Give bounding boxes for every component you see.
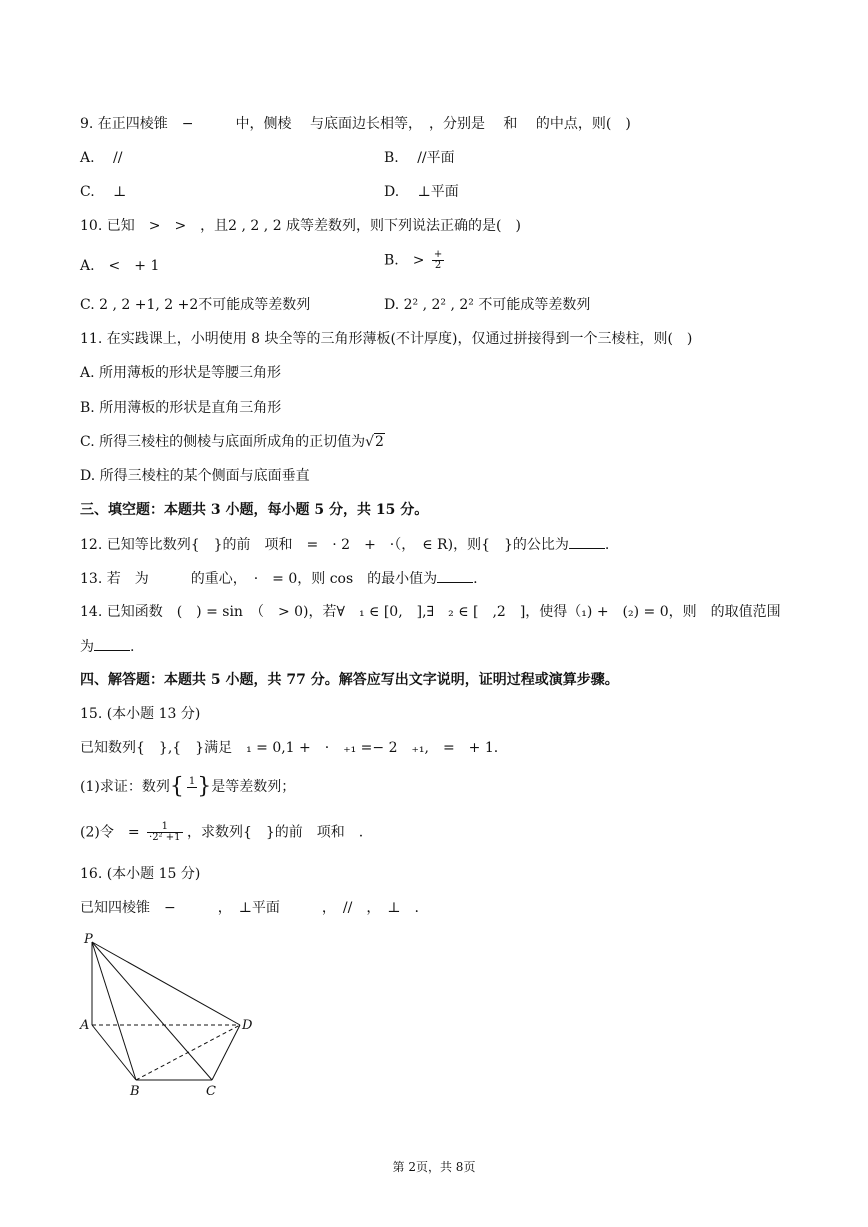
- question-12: [80, 534, 609, 555]
- q9-option-b: B. //平面: [384, 150, 455, 166]
- question-13: [80, 568, 478, 589]
- q10b-fraction: [432, 250, 444, 271]
- question-11: 11. 在实践课上，小明使用 8 块全等的三角形薄板(不计厚度)，仅通过拼接得到一个三棱柱，则( ): [80, 331, 693, 347]
- answer-blank: [569, 534, 605, 549]
- section-4-heading: 四、解答题：本题共 5 小题，共 77 分。解答应写出文字说明，证明过程或演算步骤。: [80, 672, 619, 688]
- q9-option-d: D. ⊥平面: [384, 184, 459, 200]
- q15b-suffix: 是等差数列；: [211, 779, 296, 795]
- q10-option-a: A. < + 1: [80, 258, 160, 274]
- q11c-text: C. 所得三棱柱的侧棱与底面所成角的正切值为: [80, 434, 366, 450]
- label-b: B: [130, 1084, 140, 1099]
- q15b-prefix: (1)求证：数列: [80, 779, 170, 795]
- edge-bd-hidden: [136, 1025, 240, 1080]
- q15-part-2: [80, 822, 363, 843]
- q15b-fraction: [187, 777, 197, 798]
- q13-end: .: [473, 571, 478, 587]
- question-15: 15. (本小题 13 分): [80, 706, 201, 722]
- label-p: P: [84, 932, 93, 947]
- label-d: D: [242, 1018, 253, 1033]
- label-c: C: [206, 1084, 216, 1099]
- q15-statement: 已知数列{ },{ }满足 ₁ = 0,1 + · ₊₁ =− 2 ₊₁, = + 1.: [80, 740, 499, 756]
- q15c-fraction: [147, 822, 182, 843]
- right-brace: }: [197, 774, 212, 799]
- pyramid-figure: [78, 930, 268, 1102]
- edge-ab: [92, 1025, 136, 1080]
- q10b-numerator: +: [433, 249, 443, 260]
- question-14: 14. 已知函数 ( ) = sin （ > 0)，若∀ ₁ ∈ [0, ],∃ ₂ ∈ [ ,2 ]，使得（₁) + (₂) = 0，则 的取值范围: [80, 604, 781, 620]
- q11-option-d: D. 所得三棱柱的某个侧面与底面垂直: [80, 468, 310, 484]
- q11-option-a: A. 所用薄板的形状是等腰三角形: [80, 365, 282, 381]
- question-10: 10. 已知 > > ，且2 , 2 , 2 成等差数列，则下列说法正确的是( ): [80, 218, 521, 234]
- sqrt-radicand: 2: [375, 434, 384, 450]
- q14b-end: .: [130, 639, 135, 655]
- q15-part-1: [80, 776, 295, 798]
- q9-option-c: C. ⊥: [80, 184, 127, 200]
- q15c-prefix: (2)令 =: [80, 824, 140, 841]
- q14b-text: 为: [80, 639, 94, 655]
- label-a: A: [80, 1018, 90, 1033]
- q11-option-c: [80, 432, 385, 452]
- q12-end: .: [604, 537, 610, 553]
- q15b-numerator: 1: [188, 775, 196, 787]
- q9-option-a: A. //: [80, 150, 123, 166]
- q15c-denominator: ·2² +1: [149, 832, 181, 843]
- page-footer: 第 2页，共 8页: [392, 1160, 476, 1174]
- section-3-heading: 三、填空题：本题共 3 小题，每小题 5 分，共 15 分。: [80, 502, 429, 518]
- edge-cd: [212, 1025, 240, 1080]
- q10b-denominator: 2: [434, 260, 442, 271]
- q11-option-b: B. 所用薄板的形状是直角三角形: [80, 400, 282, 416]
- q10-option-b: [384, 250, 444, 271]
- q12-text: 12. 已知等比数列{ }的前 项和 = · 2 + ·（， ∈ R)，则{ }的公比为: [80, 537, 569, 553]
- edge-pc: [92, 942, 212, 1080]
- question-9: 9. 在正四棱锥 − 中，侧棱 与底面边长相等， ，分别是 和 的中点，则( ): [80, 116, 631, 132]
- q15c-suffix: ，求数列{ }的前 项和 .: [186, 824, 364, 841]
- q10b-prefix: B. >: [384, 252, 425, 269]
- answer-blank: [437, 568, 473, 583]
- q16-statement: 已知四棱锥 − ， ⊥平面 ， // ， ⊥ .: [80, 900, 419, 916]
- left-brace: {: [169, 774, 184, 799]
- q15b-denominator: [187, 788, 197, 798]
- q15c-numerator: 1: [147, 822, 182, 833]
- q10-option-d: D. 2² , 2² , 2² 不可能成等差数列: [384, 297, 591, 313]
- answer-blank: [94, 636, 130, 651]
- sqrt-expression: √2: [365, 434, 384, 450]
- q10-option-c: C. 2 , 2 +1, 2 +2不可能成等差数列: [80, 297, 311, 313]
- question-14-cont: [80, 636, 134, 657]
- q13-text: 13. 若 为 的重心， · = 0，则 cos 的最小值为: [80, 571, 438, 587]
- question-16: 16. (本小题 15 分): [80, 866, 201, 882]
